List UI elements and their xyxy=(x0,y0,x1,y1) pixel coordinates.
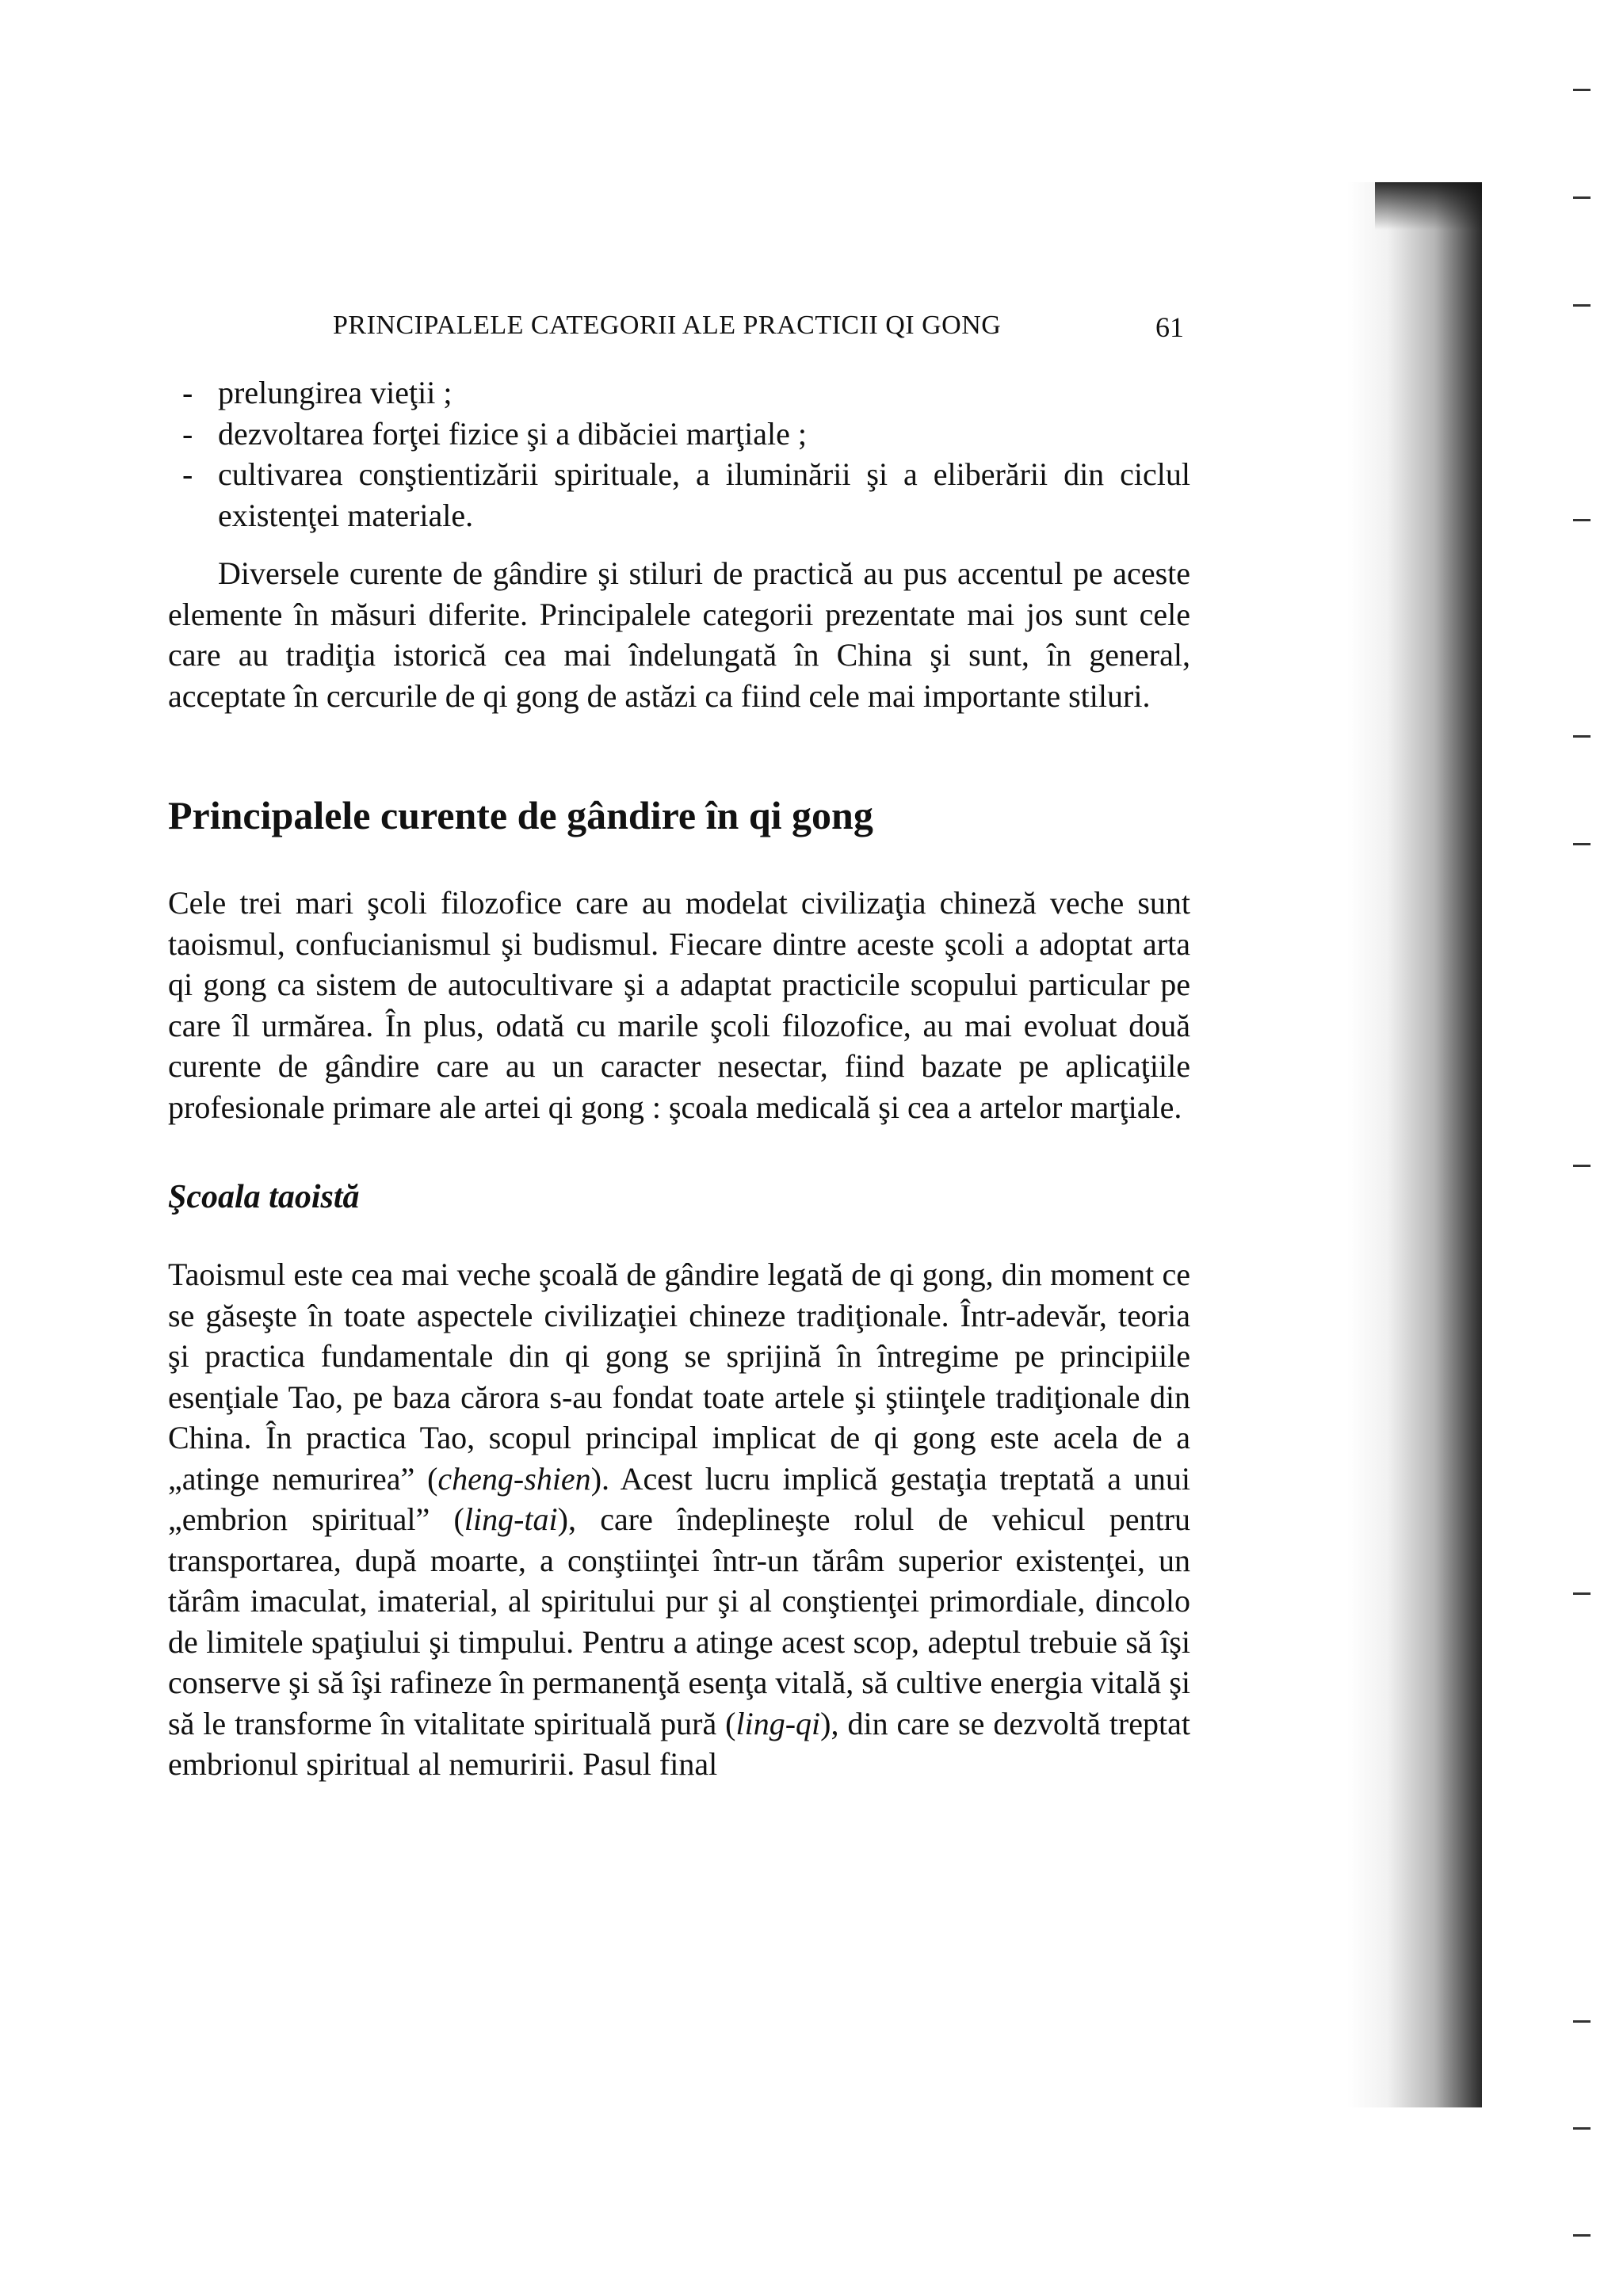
running-header-title: PRINCIPALELE CATEGORII ALE PRACTICII QI GONG xyxy=(333,311,1002,340)
scan-edge-mark xyxy=(1573,1592,1591,1595)
intro-paragraph: Diversele curente de gândire şi stiluri de practică au pus accentul pe aceste elemente în măsuri diferite. Principalele categorii prezentate mai jos sunt cele care au tradiţia istorică cea mai îndelungată în China şi sunt, în general, acceptate în cercurile de qi gong de astăzi ca fiind cele mai importante stiluri. xyxy=(168,555,1190,714)
section-paragraph: Cele trei mari şcoli filozofice care au modelat civilizaţia chineză veche sunt taoismul, confucianismul şi budismul. Fiecare dintre aceste şcoli a adoptat arta qi gong ca sistem de autocultivare şi a adaptat practicile scopului particular pe care îl urmărea. În plus, odată cu marile şcoli filozofice, au mai evoluat două curente de gândire care au un caracter nesectar, fiind bazate pe aplicaţiile profesionale primare ale artei qi gong : şcoala medicală şi cea a artelor marţiale. xyxy=(168,885,1190,1125)
term-italic: ling-qi xyxy=(735,1705,821,1741)
scan-edge-mark xyxy=(1573,2234,1591,2237)
scan-edge-mark xyxy=(1573,196,1591,199)
list-dash: - xyxy=(182,415,193,452)
page-number: 61 xyxy=(1155,311,1184,343)
scan-edge-mark xyxy=(1573,304,1591,307)
term-italic: cheng-shien xyxy=(437,1460,591,1497)
scan-edge-mark xyxy=(1573,2127,1591,2130)
scan-binding-shadow xyxy=(1347,182,1482,2107)
term-italic: ling-tai xyxy=(464,1501,558,1537)
paragraph-text: ), care îndeplineşte rolul de vehicul pentru transportarea, după moarte, a conştiinţei într-un tărâm superior existenţei, un tărâm imaculat, imaterial, al spiritului pur şi al conştienţei primordiale, dincolo de limitele spaţiului şi timpului. Pentru a atinge acest scop, adeptul trebuie să îşi conserve şi să îşi rafineze în permanenţă esenţa vitală, să cultive energia vitală şi să le transforme în vitalitate spirituală pură ( xyxy=(168,1501,1190,1741)
list-item-text: dezvoltarea forţei fizice şi a dibăciei marţiale ; xyxy=(218,415,807,452)
paragraph-text: Taoismul este cea mai veche şcoală de gândire legată de qi gong, din moment ce se găseşte în toate aspectele civilizaţiei chineze tradiţionale. Într-adevăr, teoria şi practica fundamentale din qi gong se sprijină în întregime pe principiile esenţiale Tao, pe baza cărora s-au fondat toate artele şi ştiinţele tradiţionale din China. În practica Tao, scopul principal implicat de qi gong este acela de a „atinge nemurirea” ( xyxy=(168,1257,1190,1497)
page-body xyxy=(168,372,1190,1785)
list-item xyxy=(168,454,1190,536)
scan-edge-mark xyxy=(1573,89,1591,91)
subsection-paragraph xyxy=(168,1254,1190,1785)
paragraph-text: ), din care se dezvoltă treptat embrionul spiritual al nemuririi. Pasul final xyxy=(168,1705,1190,1782)
list-item-text: cultivarea conştientizării spirituale, a iluminării şi a eliberării din ciclul existenţei materiale. xyxy=(218,456,1190,533)
scan-edge-mark xyxy=(1573,1165,1591,1167)
section-heading: Principalele curente de gândire în qi gong xyxy=(168,793,873,837)
subsection-heading: Şcoala taoistă xyxy=(168,1179,360,1215)
goals-list xyxy=(168,372,1190,536)
scan-edge-mark xyxy=(1573,843,1591,845)
list-item xyxy=(168,372,1190,414)
list-item-text: prelungirea vieţii ; xyxy=(218,375,453,410)
scan-edge-mark xyxy=(1573,735,1591,738)
scan-binding-shadow-top xyxy=(1375,182,1482,230)
list-dash: - xyxy=(182,456,193,492)
scan-edge-mark xyxy=(1573,2020,1591,2023)
list-dash: - xyxy=(182,375,193,410)
list-item xyxy=(168,414,1190,455)
scan-edge-mark xyxy=(1573,519,1591,521)
paragraph-text: ). Acest lucru implică gestaţia treptată a unui „embrion spiritual” ( xyxy=(168,1460,1190,1537)
